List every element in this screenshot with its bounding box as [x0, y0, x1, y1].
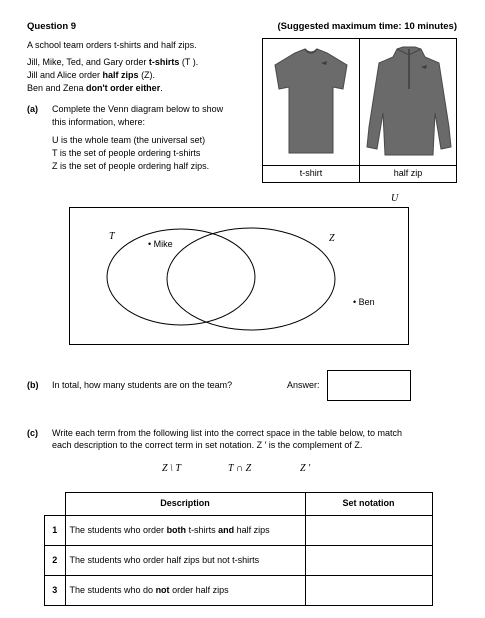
table-number-header — [45, 493, 66, 516]
caption-divider — [263, 165, 456, 166]
universal-set-label: U — [391, 193, 399, 204]
definition-z: Z is the set of people ordering half zips. — [52, 161, 210, 171]
table-row — [45, 576, 433, 606]
set-z-circle[interactable] — [167, 228, 335, 330]
table-row — [45, 546, 433, 576]
desc-text: half zips — [234, 524, 270, 535]
set-t-label: T — [109, 231, 115, 242]
definition-u: U is the whole team (the universal set) — [52, 135, 206, 145]
row-number: 3 — [45, 576, 66, 606]
venn-item-mike[interactable] — [148, 239, 173, 250]
notation-answer-cell[interactable] — [305, 546, 432, 576]
desc-text: The students who do — [69, 584, 156, 595]
row-number: 1 — [45, 516, 66, 546]
description-header: Description — [65, 493, 305, 516]
question-title: Question 9 — [27, 21, 77, 32]
intro-line-2 — [27, 57, 198, 68]
intro-text: (Z). — [138, 70, 156, 80]
row-description: The students who order half zips but not t-shirts — [65, 546, 305, 576]
definition-t: T is the set of people ordering t-shirts — [52, 148, 201, 158]
tshirt-image — [267, 43, 355, 161]
intro-emphasis: half zips — [102, 70, 139, 80]
intro-text: Jill, Mike, Ted, and Gary order — [27, 57, 149, 67]
desc-emphasis: both — [166, 524, 187, 535]
part-b-label: (b) — [27, 380, 39, 390]
intro-emphasis: don't order either — [86, 83, 161, 93]
tshirt-caption: t-shirt — [299, 168, 323, 178]
desc-text: t-shirts — [186, 524, 219, 535]
bullet: • — [353, 297, 357, 307]
answer-input-box[interactable] — [327, 370, 411, 401]
venn-item-label: Ben — [358, 297, 375, 307]
part-a-line-2: this information, where: — [52, 117, 146, 127]
desc-text: The students who order — [69, 524, 167, 535]
row-description — [65, 576, 305, 606]
answer-label: Answer: — [287, 380, 320, 390]
term-z-minus-t[interactable]: Z \ T — [162, 463, 181, 474]
intro-text: (T ). — [179, 57, 199, 67]
venn-item-label: Mike — [153, 239, 173, 249]
term-z-complement[interactable]: Z ′ — [300, 463, 311, 474]
part-c-line-2: each description to the correct term in set notation. Z ′ is the complement of Z. — [52, 440, 363, 450]
halfzip-image — [363, 43, 455, 161]
row-description — [65, 516, 305, 546]
clothing-image-frame — [262, 38, 457, 183]
notation-header: Set notation — [305, 493, 432, 516]
bullet: • — [148, 239, 152, 249]
venn-item-ben[interactable] — [353, 297, 375, 308]
venn-diagram — [69, 207, 409, 345]
term-t-intersect-z[interactable]: T ∩ Z — [228, 463, 252, 474]
set-t-circle[interactable] — [107, 229, 255, 325]
intro-text: Jill and Alice order — [27, 70, 103, 80]
intro-text: . — [160, 83, 163, 93]
row-number: 2 — [45, 546, 66, 576]
intro-line-1: A school team orders t-shirts and half zips. — [27, 40, 197, 50]
part-a-line-1: Complete the Venn diagram below to show — [52, 104, 224, 114]
set-notation-table — [44, 492, 433, 606]
part-c-label: (c) — [27, 428, 38, 438]
table-row — [45, 516, 433, 546]
desc-emphasis: and — [218, 524, 235, 535]
set-z-label: Z — [329, 233, 335, 244]
desc-text: order half zips — [169, 584, 229, 595]
halfzip-caption: half zip — [393, 168, 423, 178]
intro-emphasis: t-shirts — [148, 57, 180, 67]
intro-line-3 — [27, 70, 155, 81]
table-header-row — [45, 493, 433, 516]
part-b-question: In total, how many students are on the team? — [52, 380, 233, 390]
notation-answer-cell[interactable] — [305, 516, 432, 546]
intro-line-4 — [27, 83, 163, 94]
desc-emphasis: not — [155, 584, 170, 595]
part-a-label: (a) — [27, 104, 38, 114]
part-c-line-1: Write each term from the following list into the correct space in the table below, to match — [52, 428, 402, 438]
notation-answer-cell[interactable] — [305, 576, 432, 606]
suggested-time: (Suggested maximum time: 10 minutes) — [277, 21, 457, 32]
intro-text: Ben and Zena — [27, 83, 87, 93]
image-divider — [359, 39, 360, 182]
